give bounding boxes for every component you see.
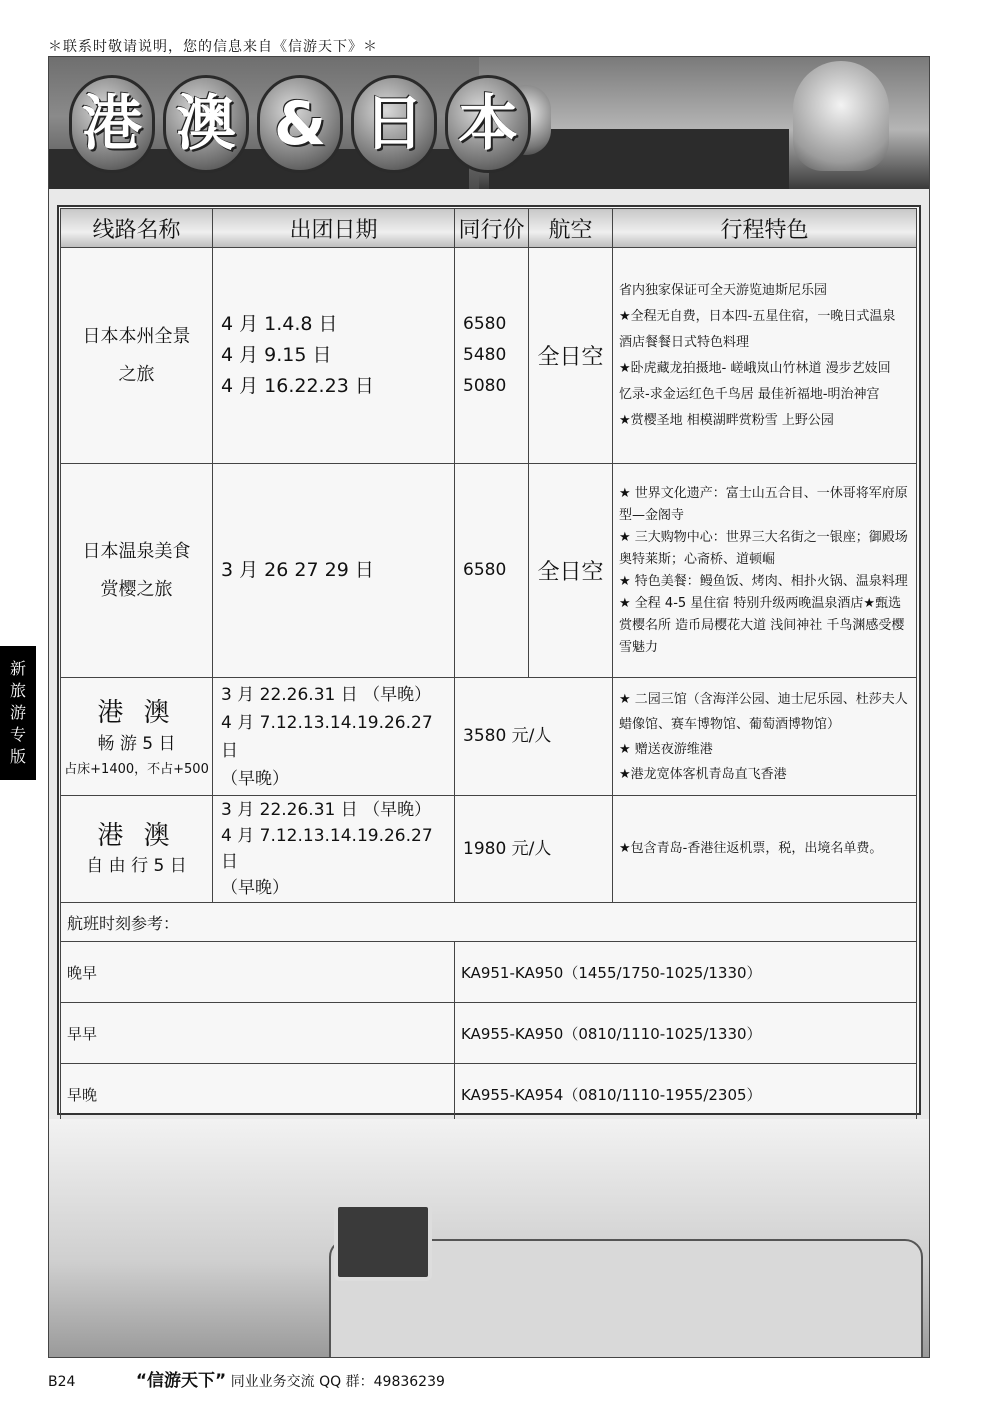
flight-code: KA951-KA950（1455/1750-1025/1330）	[455, 942, 917, 1003]
features-cell	[613, 248, 917, 464]
banner-title	[69, 75, 531, 173]
features-cell: ★包含青岛-香港往返机票，税，出境名单费。	[613, 796, 917, 903]
header-dates: 出团日期	[213, 209, 455, 248]
feature-line: ★ 特色美餐：鳗鱼饭、烤肉、相扑火锅、温泉料理	[619, 573, 908, 589]
side-tab	[0, 646, 36, 780]
flight-row	[61, 942, 917, 1003]
route-line: 日本温泉美食	[82, 540, 191, 562]
route-sub: 畅 游 5 日	[97, 734, 176, 754]
departure-dates	[213, 248, 455, 464]
header-features: 行程特色	[613, 209, 917, 248]
title-char: 本	[445, 75, 531, 173]
feature-line: ★ 世界文化遗产：富士山五合目、一休哥将军府原型—金阁寺	[619, 485, 908, 523]
bus-sign-shape	[334, 1203, 432, 1281]
departure-dates: 3 月 26 27 29 日	[213, 464, 455, 678]
feature-line: ★ 全程 4-5 星住宿 特别升级两晚温泉酒店★甄选赏樱名所 造币局樱花大道 浅间神社 千鸟渊感受樱雪魅力	[619, 595, 905, 655]
table-row	[61, 678, 917, 796]
side-tab-char: 游	[9, 703, 26, 722]
header-airline: 航空	[529, 209, 613, 248]
flight-type: 早早	[61, 1003, 455, 1064]
route-note: 占床+1400，不占+500	[64, 762, 209, 777]
airline-cell: 全日空	[529, 464, 613, 678]
footer-qq: 同业业务交流 QQ 群：49836239	[230, 1374, 445, 1390]
price-cell: 1980 元/人	[455, 796, 613, 903]
flight-row	[61, 1064, 917, 1125]
flight-type: 早晚	[61, 1064, 455, 1125]
side-tab-char: 旅	[9, 681, 26, 700]
feature-line: ★ 三大购物中心：世界三大名街之一银座；御殿场奥特莱斯；心斋桥、道顿崛	[619, 529, 908, 567]
side-tab-char: 专	[9, 725, 26, 744]
page-footer	[48, 1366, 445, 1391]
date-line: （早晚）	[221, 878, 289, 898]
footer-brand: “信游天下”	[135, 1371, 227, 1391]
feature-line: ★全程无自费，日本四-五星住宿，一晚日式温泉	[619, 308, 896, 324]
price-value: 6580	[463, 314, 507, 334]
route-big: 港 澳	[97, 821, 176, 851]
flight-type: 晚早	[61, 942, 455, 1003]
feature-line: ★ 二园三馆（含海洋公园、迪士尼乐园、杜莎夫人蜡像馆、赛车博物馆、葡萄酒博物馆）	[619, 691, 908, 732]
route-name	[61, 678, 213, 796]
title-char: 日	[351, 75, 437, 173]
tour-table-frame	[57, 205, 921, 1115]
feature-line: ★港龙宽体客机青岛直飞香港	[619, 766, 787, 782]
flight-code: KA955-KA950（0810/1110-1025/1330）	[455, 1003, 917, 1064]
feature-line: 酒店餐餐日式特色料理	[619, 334, 750, 350]
price-cell	[455, 248, 529, 464]
flight-code: KA955-KA954（0810/1110-1955/2305）	[455, 1064, 917, 1125]
route-sub: 自 由 行 5 日	[86, 856, 187, 876]
page-number: B24	[48, 1374, 76, 1390]
table-row	[61, 248, 917, 464]
route-name	[61, 248, 213, 464]
airline-cell: 全日空	[529, 248, 613, 464]
title-char: &	[257, 75, 343, 173]
features-cell	[613, 678, 917, 796]
flight-title-row	[61, 903, 917, 942]
title-char: 澳	[163, 75, 249, 173]
feature-line: ★ 赠送夜游维港	[619, 741, 713, 757]
title-char: 港	[69, 75, 155, 173]
date-line: 4 月 7.12.13.14.19.26.27 日	[221, 712, 433, 761]
date-line: 4 月 7.12.13.14.19.26.27 日	[221, 826, 433, 872]
header-price: 同行价	[455, 209, 529, 248]
contact-notice: ＊联系时敬请说明，您的信息来自《信游天下》＊	[48, 39, 378, 55]
feature-line: ★赏樱圣地 相模湖畔赏粉雪 上野公园	[619, 412, 834, 428]
feature-line: 省内独家保证可全天游览迪斯尼乐园	[619, 282, 828, 298]
flight-title: 航班时刻参考：	[61, 903, 917, 942]
route-line: 赏樱之旅	[100, 578, 173, 600]
street-bus-image	[49, 1119, 929, 1357]
date-line: 3 月 22.26.31 日 （早晚）	[221, 684, 432, 705]
route-name	[61, 796, 213, 903]
lucky-cat-image	[793, 61, 889, 171]
route-name	[61, 464, 213, 678]
route-line: 之旅	[118, 363, 155, 385]
departure-dates	[213, 796, 455, 903]
tour-table	[60, 208, 917, 1125]
date-line: 4 月 16.22.23 日	[221, 375, 374, 397]
route-big: 港 澳	[97, 698, 176, 728]
price-value: 5480	[463, 345, 507, 365]
header-route: 线路名称	[61, 209, 213, 248]
table-row	[61, 464, 917, 678]
page-frame	[48, 56, 930, 1358]
feature-line: ★卧虎藏龙拍摄地- 嵯峨岚山竹林道 漫步艺妓回	[619, 360, 891, 376]
price-cell: 3580 元/人	[455, 678, 613, 796]
price-value: 5080	[463, 376, 507, 396]
date-line: 4 月 1.4.8 日	[221, 313, 338, 335]
route-line: 日本本州全景	[82, 325, 191, 347]
features-cell	[613, 464, 917, 678]
feature-line: 忆录-求金运红色千鸟居 最佳祈福地-明治神宫	[619, 386, 880, 402]
header-banner	[49, 57, 929, 189]
departure-dates	[213, 678, 455, 796]
table-header-row	[61, 209, 917, 248]
date-line: 4 月 9.15 日	[221, 344, 332, 366]
side-tab-char: 版	[9, 747, 26, 766]
date-line: 3 月 22.26.31 日 （早晚）	[221, 800, 432, 820]
flight-row	[61, 1003, 917, 1064]
date-line: （早晚）	[221, 768, 289, 789]
side-tab-char: 新	[9, 659, 26, 678]
price-cell: 6580	[455, 464, 529, 678]
table-row	[61, 796, 917, 903]
